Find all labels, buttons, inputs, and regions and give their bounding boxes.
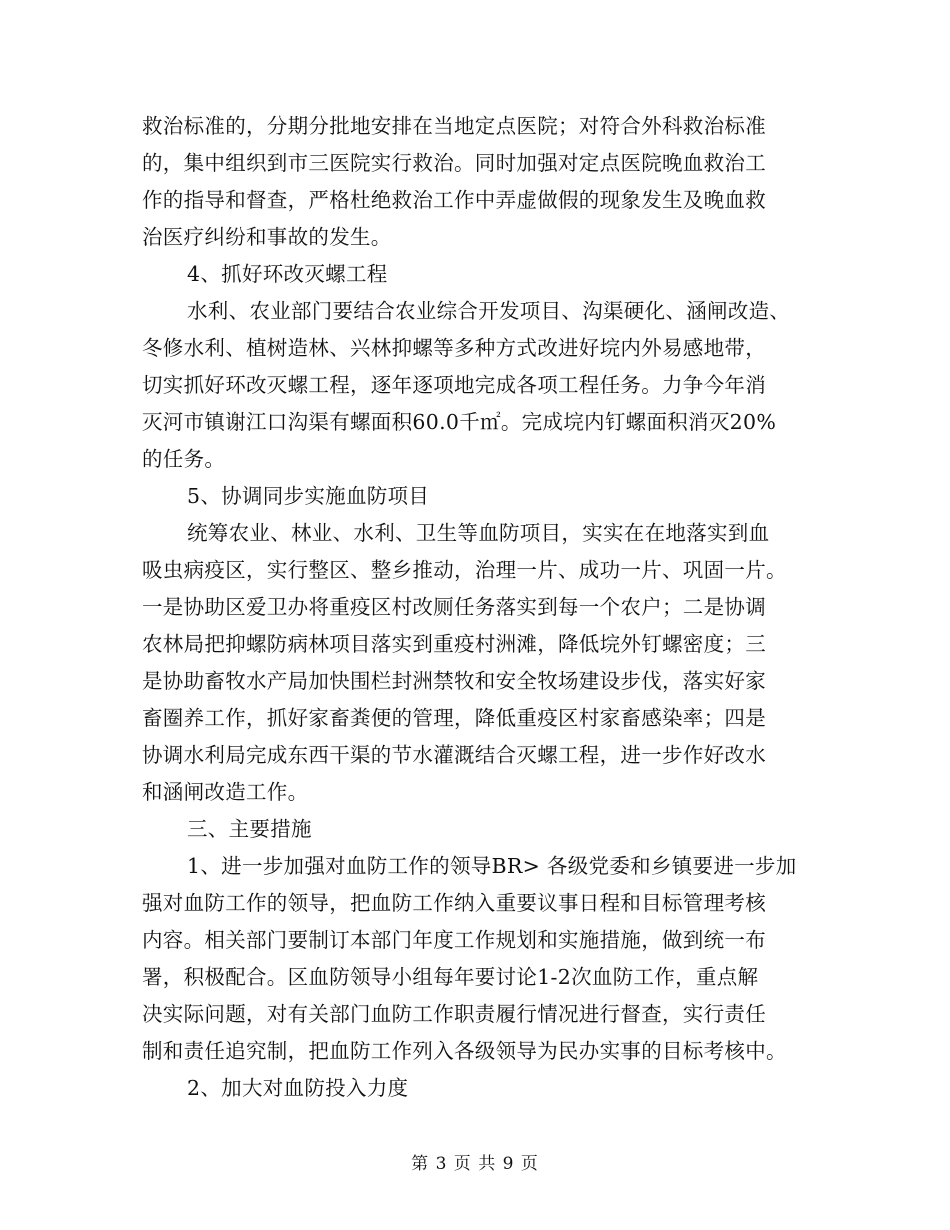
section-heading: 4、抓好环改灭螺工程 [187, 262, 388, 286]
document-body [142, 108, 822, 1107]
body-line: 强对血防工作的领导，把血防工作纳入重要议事日程和目标管理考核 [142, 891, 766, 915]
body-line: 作的指导和督查，严格杜绝救治工作中弄虚做假的现象发生及晚血救 [142, 188, 766, 212]
body-line: 切实抓好环改灭螺工程，逐年逐项地完成各项工程任务。力争今年消 [142, 373, 766, 397]
body-line: 是协助畜牧水产局加快围栏封洲禁牧和安全牧场建设步伐，落实好家 [142, 669, 766, 693]
body-line: 制和责任追究制，把血防工作列入各级领导为民办实事的目标考核中。 [142, 1039, 787, 1063]
body-line: 决实际问题，对有关部门血防工作职责履行情况进行督查，实行责任 [142, 1002, 766, 1026]
body-line: 的任务。 [142, 447, 226, 471]
body-line: 冬修水利、植树造林、兴林抑螺等多种方式改进好垸内外易感地带， [142, 336, 766, 360]
paragraph-first-line: 1、进一步加强对血防工作的领导BR> 各级党委和乡镇要进一步加 [187, 854, 797, 878]
body-line: 署，积极配合。区血防领导小组每年要讨论1-2次血防工作，重点解 [142, 965, 759, 989]
body-line: 协调水利局完成东西干渠的节水灌溉结合灭螺工程，进一步作好改水 [142, 743, 766, 767]
body-line: 治医疗纠纷和事故的发生。 [142, 225, 392, 249]
body-line: 吸虫病疫区，实行整区、整乡推动，治理一片、成功一片、巩固一片。 [142, 558, 787, 582]
page-number-footer: 第 3 页 共 9 页 [411, 1154, 539, 1174]
section-heading: 三、主要措施 [187, 817, 312, 841]
paragraph-first-line: 水利、农业部门要结合农业综合开发项目、沟渠硬化、涵闸改造、 [187, 299, 791, 323]
body-line: 农林局把抑螺防病林项目落实到重疫村洲滩，降低垸外钉螺密度；三 [142, 632, 766, 656]
section-heading: 2、加大对血防投入力度 [187, 1076, 409, 1100]
paragraph-first-line: 统筹农业、林业、水利、卫生等血防项目，实实在在地落实到血 [187, 521, 770, 545]
body-line: 灭河市镇谢江口沟渠有螺面积60.0千㎡。完成垸内钉螺面积消灭20% [142, 410, 777, 434]
body-line: 的，集中组织到市三医院实行救治。同时加强对定点医院晚血救治工 [142, 151, 766, 175]
body-line: 和涵闸改造工作。 [142, 780, 309, 804]
body-line: 一是协助区爱卫办将重疫区村改厕任务落实到每一个农户；二是协调 [142, 595, 766, 619]
body-line: 畜圈养工作，抓好家畜粪便的管理，降低重疫区村家畜感染率；四是 [142, 706, 766, 730]
section-heading: 5、协调同步实施血防项目 [187, 484, 430, 508]
body-line: 内容。相关部门要制订本部门年度工作规划和实施措施，做到统一布 [142, 928, 766, 952]
body-line: 救治标准的，分期分批地安排在当地定点医院；对符合外科救治标准 [142, 114, 766, 138]
